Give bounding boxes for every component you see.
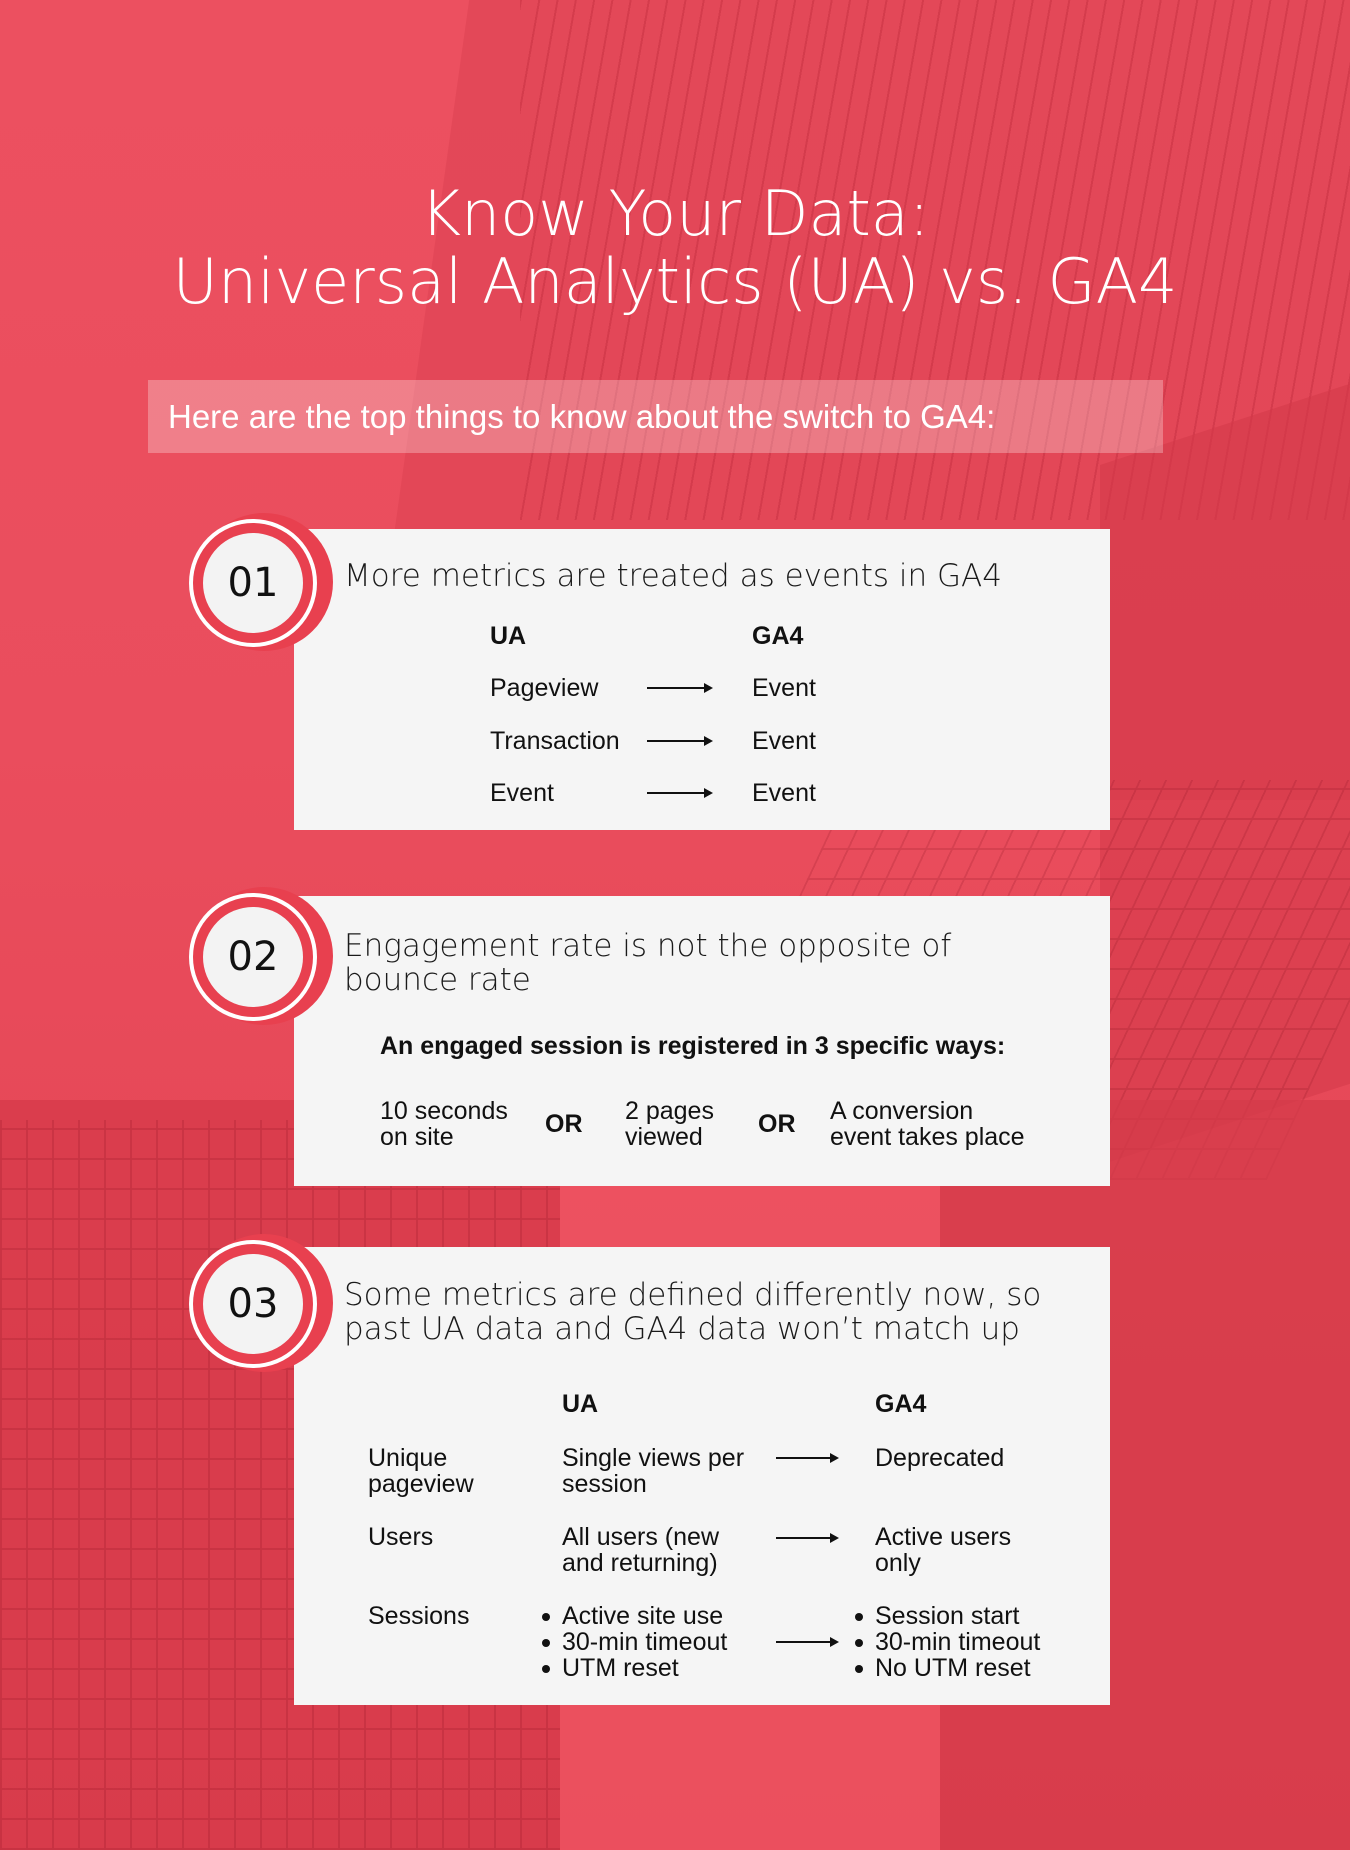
metric-line: Sessions — [368, 1602, 470, 1630]
ga4-definition — [875, 1445, 1004, 1471]
step-badge-01 — [189, 519, 317, 647]
heading-line-1: Engagement rate is not the opposite of — [344, 928, 952, 964]
step-number: 03 — [203, 1254, 303, 1354]
bullet-item: Session start — [855, 1603, 1040, 1629]
ua-definition — [562, 1524, 719, 1576]
subtitle-text: Here are the top things to know about the switch to GA4: — [168, 398, 996, 435]
definition-line: Active users — [875, 1523, 1012, 1551]
bullet-item: UTM reset — [542, 1655, 727, 1681]
metric-label — [368, 1524, 433, 1550]
heading-line-2: bounce rate — [344, 962, 531, 998]
option-line: 2 pages — [625, 1097, 714, 1125]
or-separator: OR — [758, 1110, 796, 1138]
definition-line: All users (new — [562, 1523, 719, 1551]
ga4-session-bullets — [855, 1603, 1040, 1681]
option-line: event takes place — [830, 1123, 1025, 1151]
ga4-metric: Event — [752, 674, 816, 702]
card-engagement — [294, 896, 1110, 1186]
card-heading: More metrics are treated as events in GA4 — [344, 558, 1002, 594]
step-badge-02 — [189, 893, 317, 1021]
subtitle-banner — [148, 380, 1163, 453]
card-heading — [344, 1278, 1041, 1346]
option-conversion-event — [830, 1098, 1025, 1150]
step-number: 02 — [203, 907, 303, 1007]
definition-line: Single views per — [562, 1444, 745, 1472]
bullet-item: 30-min timeout — [542, 1629, 727, 1655]
step-badge-03 — [189, 1240, 317, 1368]
bullet-item: 30-min timeout — [855, 1629, 1040, 1655]
engaged-session-subheading: An engaged session is registered in 3 specific ways: — [380, 1032, 1006, 1060]
ua-session-bullets — [542, 1603, 727, 1681]
column-header-ua: UA — [490, 622, 527, 650]
metric-line: pageview — [368, 1470, 474, 1498]
definition-line: only — [875, 1549, 921, 1577]
arrow-right-icon — [776, 1452, 839, 1464]
title-line-2: Universal Analytics (UA) vs. GA4 — [172, 245, 1178, 318]
arrow-right-icon — [776, 1532, 839, 1544]
ua-metric: Transaction — [490, 727, 620, 755]
column-header-ua: UA — [562, 1390, 599, 1418]
column-header-ga4: GA4 — [752, 622, 804, 650]
heading-line-1: Some metrics are defined differently now, so — [344, 1277, 1042, 1313]
metric-line: Unique — [368, 1444, 448, 1472]
definition-line: session — [562, 1470, 647, 1498]
metric-line: Users — [368, 1523, 434, 1551]
option-line: A conversion — [830, 1097, 974, 1125]
bullet-item: No UTM reset — [855, 1655, 1040, 1681]
option-line: viewed — [625, 1123, 703, 1151]
metric-label — [368, 1603, 469, 1629]
card-events — [294, 529, 1110, 830]
ua-metric: Event — [490, 779, 554, 807]
arrow-right-icon — [647, 682, 713, 694]
bullet-item: Active site use — [542, 1603, 727, 1629]
definition-line: Deprecated — [875, 1444, 1005, 1472]
arrow-right-icon — [647, 787, 713, 799]
title-line-1: Know Your Data: — [420, 177, 930, 250]
column-header-ga4: GA4 — [875, 1390, 927, 1418]
option-pages-viewed — [625, 1098, 714, 1150]
ga4-definition — [875, 1524, 1011, 1576]
definition-line: and returning) — [562, 1549, 718, 1577]
ga4-metric: Event — [752, 779, 816, 807]
option-line: 10 seconds — [380, 1097, 508, 1125]
heading-line-2: past UA data and GA4 data won’t match up — [344, 1311, 1020, 1347]
option-time-on-site — [380, 1098, 508, 1150]
card-metric-definitions — [294, 1247, 1110, 1705]
card-heading — [344, 929, 951, 997]
metric-label — [368, 1445, 474, 1497]
ga4-metric: Event — [752, 727, 816, 755]
page-title — [0, 177, 1350, 318]
ua-metric: Pageview — [490, 674, 599, 702]
step-number: 01 — [203, 533, 303, 633]
ua-definition — [562, 1445, 744, 1497]
arrow-right-icon — [776, 1636, 839, 1648]
option-line: on site — [380, 1123, 454, 1151]
arrow-right-icon — [647, 735, 713, 747]
or-separator: OR — [545, 1110, 583, 1138]
